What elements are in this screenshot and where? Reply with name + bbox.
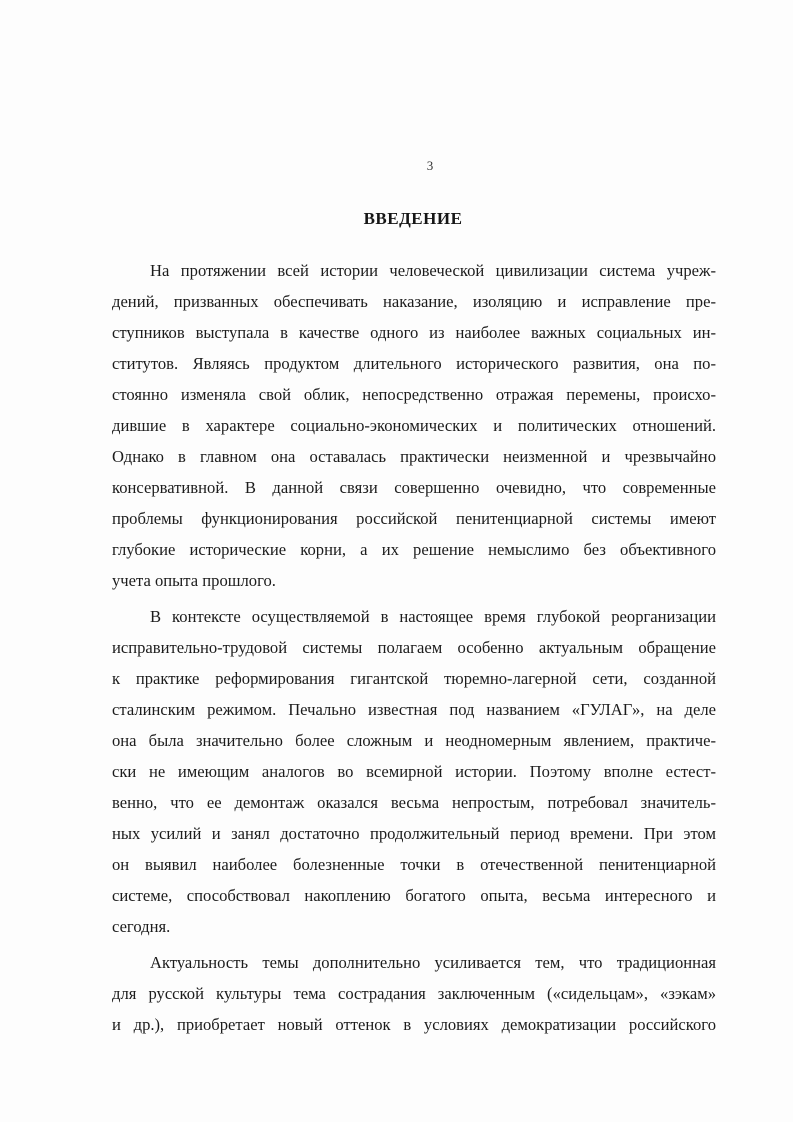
text-line: стоянно изменяла свой облик, непосредственно отражая перемены, происхо- bbox=[112, 385, 716, 404]
text-line: ски не имеющим аналогов во всемирной истории. Поэтому вполне естест- bbox=[112, 762, 716, 781]
body-text bbox=[112, 255, 716, 1040]
text-line: учета опыта прошлого. bbox=[112, 571, 276, 590]
text-line: дений, призванных обеспечивать наказание, изоляцию и исправление пре- bbox=[112, 292, 716, 311]
text-line: дившие в характере социально-экономических и политических отношений. bbox=[112, 416, 716, 435]
text-line: к практике реформирования гигантской тюремно-лагерной сети, созданной bbox=[112, 669, 716, 688]
text-line: венно, что ее демонтаж оказался весьма непростым, потребовал значитель- bbox=[112, 793, 716, 812]
text-line: для русской культуры тема сострадания заключенным («сидельцам», «зэкам» bbox=[112, 984, 716, 1003]
text-line: она была значительно более сложным и неодномерным явлением, практиче- bbox=[112, 731, 716, 750]
page-number: 3 bbox=[426, 158, 434, 173]
text-line: В контексте осуществляемой в настоящее время глубокой реорганизации bbox=[150, 607, 716, 626]
paragraph-2 bbox=[112, 601, 716, 942]
text-line: глубокие исторические корни, а их решение немыслимо без объективного bbox=[112, 540, 716, 559]
paragraph-1 bbox=[112, 255, 716, 596]
text-line: системе, способствовал накоплению богатого опыта, весьма интересного и bbox=[112, 886, 716, 905]
text-line: ститутов. Являясь продуктом длительного исторического развития, она по- bbox=[112, 354, 716, 373]
text-line: ных усилий и занял достаточно продолжительный период времени. При этом bbox=[112, 824, 716, 843]
section-heading: ВВЕДЕНИЕ bbox=[363, 209, 463, 228]
text-line: и др.), приобретает новый оттенок в условиях демократизации российского bbox=[112, 1015, 716, 1034]
text-line: исправительно-трудовой системы полагаем особенно актуальным обращение bbox=[112, 638, 716, 657]
text-line: консервативной. В данной связи совершенно очевидно, что современные bbox=[112, 478, 716, 497]
paragraph-3 bbox=[112, 947, 716, 1040]
text-line: Однако в главном она оставалась практически неизменной и чрезвычайно bbox=[112, 447, 716, 466]
text-line: проблемы функционирования российской пенитенциарной системы имеют bbox=[112, 509, 716, 528]
text-line: он выявил наиболее болезненные точки в отечественной пенитенциарной bbox=[112, 855, 716, 874]
text-line: сталинским режимом. Печально известная под названием «ГУЛАГ», на деле bbox=[112, 700, 716, 719]
text-line: На протяжении всей истории человеческой цивилизации система учреж- bbox=[150, 261, 716, 280]
text-line: ступников выступала в качестве одного из наиболее важных социальных ин- bbox=[112, 323, 716, 342]
text-line: Актуальность темы дополнительно усиливается тем, что традиционная bbox=[150, 953, 716, 972]
text-line: сегодня. bbox=[112, 917, 171, 936]
